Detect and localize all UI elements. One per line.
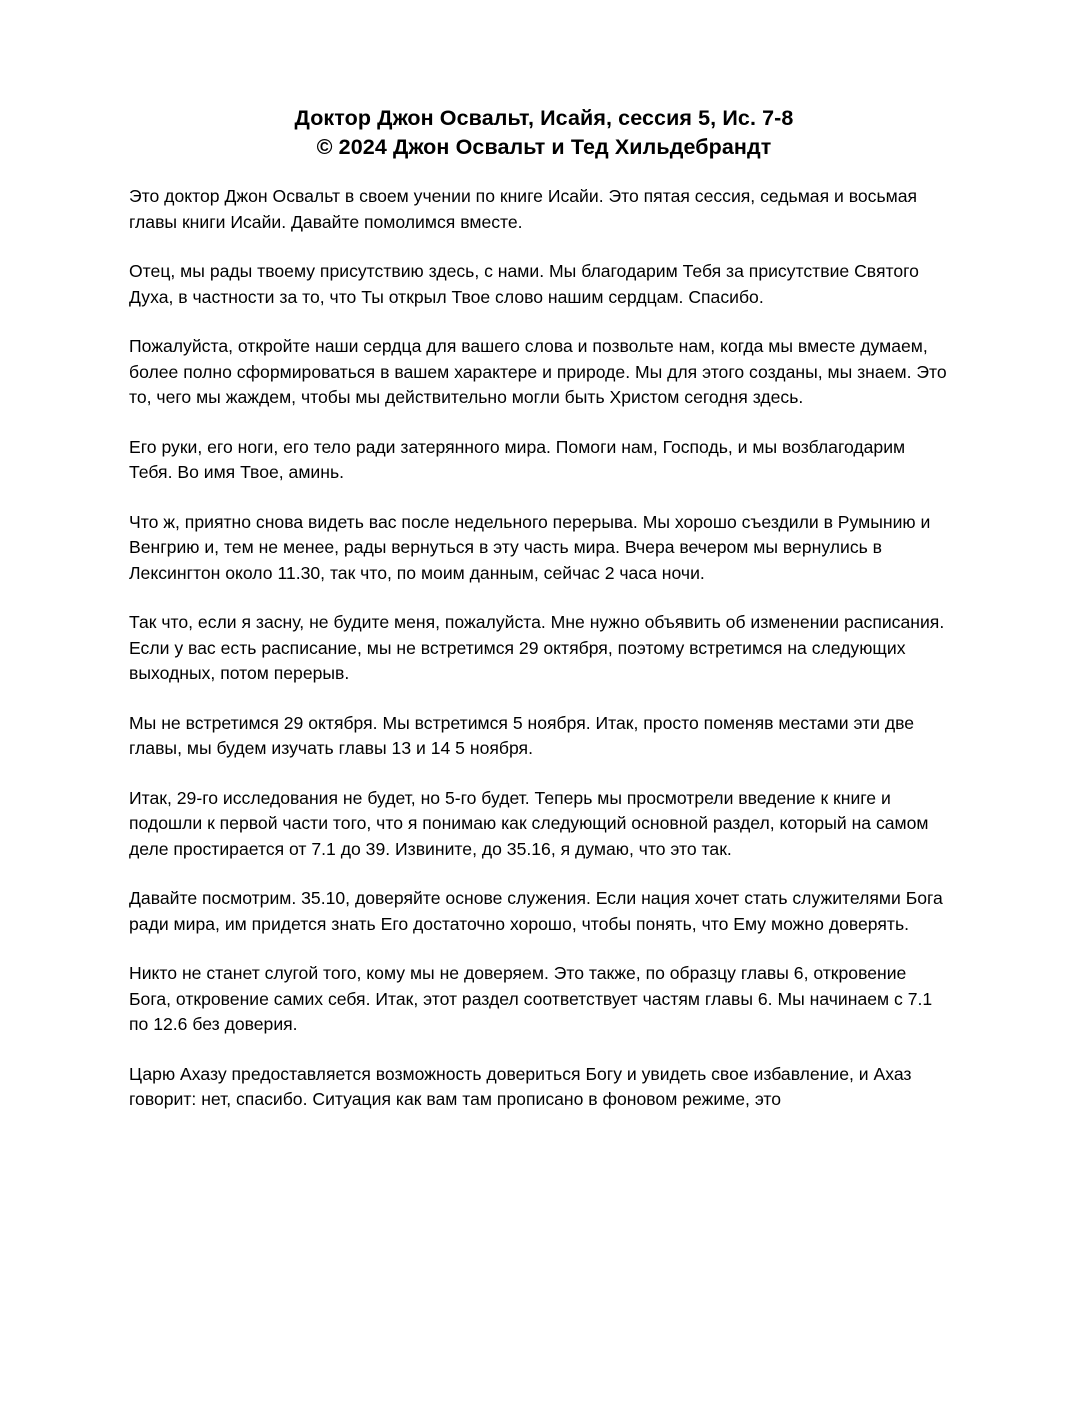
paragraph: Что ж, приятно снова видеть вас после недельного перерыва. Мы хорошо съездили в Румынию и Венгрию и, тем не менее, рады вернуться в эту часть мира. Вчера вечером мы вернулись в Лексингтон около 11.30, так что, по моим данным, сейчас 2 часа ночи. bbox=[129, 511, 931, 583]
title-block bbox=[0, 104, 1088, 162]
paragraph: Мы не встретимся 29 октября. Мы встретимся 5 ноября. Итак, просто поменяв местами эти две главы, мы будем изучать главы 13 и 14 5 ноября. bbox=[129, 712, 915, 758]
paragraph: Отец, мы рады твоему присутствию здесь, с нами. Мы благодарим Тебя за присутствие Святого Духа, в частности за то, что Ты открыл Твое слово нашим сердцам. Спасибо. bbox=[129, 261, 919, 307]
copyright-line: © 2024 Джон Освальт и Тед Хильдебрандт bbox=[316, 135, 772, 159]
paragraph: Это доктор Джон Освальт в своем учении по книге Исайи. Это пятая сессия, седьмая и восьмая главы книги Исайи. Давайте помолимся вместе. bbox=[129, 186, 918, 232]
paragraph: Его руки, его ноги, его тело ради затерянного мира. Помоги нам, Господь, и мы возблагодарим Тебя. Во имя Твое, аминь. bbox=[129, 436, 906, 482]
paragraph: Так что, если я засну, не будите меня, пожалуйста. Мне нужно объявить об изменении расписания. Если у вас есть расписание, мы не встретимся 29 октября, поэтому встретимся на следующих выходных, потом перерыв. bbox=[129, 612, 945, 683]
paragraph: Итак, 29-го исследования не будет, но 5-го будет. Теперь мы просмотрели введение к книге и подошли к первой части того, что я понимаю как следующий основной раздел, который на самом деле простирается от 7.1 до 39. Извините, до 35.16, я думаю, что это так. bbox=[129, 787, 929, 859]
paragraph: Давайте посмотрим. 35.10, доверяйте основе служения. Если нация хочет стать служителями Бога ради мира, им придется знать Его достаточно хорошо, чтобы понять, что Ему можно доверять. bbox=[129, 888, 943, 934]
document-body bbox=[129, 184, 949, 1137]
paragraph: Никто не станет слугой того, кому мы не доверяем. Это также, по образцу главы 6, откровение Бога, откровение самих себя. Итак, этот раздел соответствует частям главы 6. Мы начинаем с 7.1 по 12.6 без доверия. bbox=[129, 963, 933, 1034]
paragraph: Пожалуйста, откройте наши сердца для вашего слова и позвольте нам, когда мы вместе думаем, более полно сформироваться в вашем характере и природе. Мы для этого созданы, мы знаем. Это то, чего мы жаждем, чтобы мы действительно могли быть Христом сегодня здесь. bbox=[129, 336, 947, 407]
page-title: Доктор Джон Освальт, Исайя, сессия 5, Ис. 7-8 bbox=[294, 106, 794, 130]
paragraph: Царю Ахазу предоставляется возможность довериться Богу и увидеть свое избавление, и Ахаз говорит: нет, спасибо. Ситуация как вам там прописано в фоновом режиме, это bbox=[129, 1063, 912, 1109]
